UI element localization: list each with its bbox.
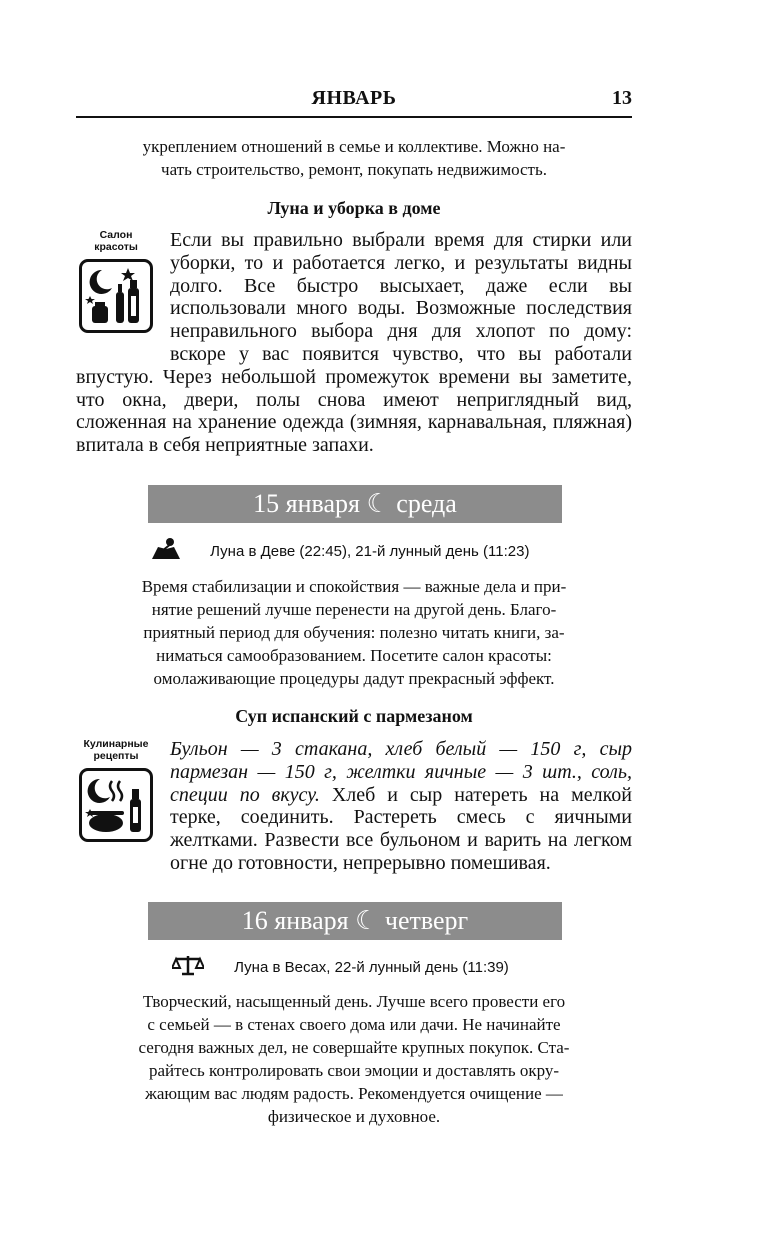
cooking-recipes-icon-block — [76, 738, 156, 842]
text-line: Время стабилизации и спокойствия — важные дела и при- — [141, 577, 567, 596]
moon-info-15 — [148, 537, 529, 567]
text-line: райтесь контролировать свои эмоции и доставлять окру- — [148, 1061, 560, 1080]
beauty-salon-icon — [79, 259, 153, 333]
day-weekday: среда — [396, 489, 457, 518]
icon-caption: Кулинарные — [83, 738, 149, 750]
moon-info-text: Луна в Весах, 22-й лунный день (11:39) — [234, 959, 509, 976]
text-line: жающим вас людям радость. Рекомендуется очищение — — [145, 1084, 563, 1103]
text-line: сегодня важных дел, не совершайте крупных покупок. Ста- — [138, 1038, 570, 1057]
text-line: нятие решений лучше перенести на другой день. Благо- — [151, 600, 557, 619]
section-heading-cleaning: Луна и уборка в доме — [267, 198, 441, 218]
cleaning-paragraph — [76, 229, 632, 457]
moon-glyph: ☾ — [355, 906, 379, 935]
running-title: ЯНВАРЬ — [311, 87, 397, 109]
day15-advice — [76, 575, 632, 690]
day-date: 15 января — [253, 489, 360, 518]
intro-paragraph — [76, 135, 632, 181]
day-banner-16 — [148, 902, 562, 940]
recipe-heading: Суп испанский с пармезаном — [235, 706, 473, 726]
text-line: укреплением отношений в семье и коллективе. Можно на- — [142, 137, 566, 156]
cooking-recipes-icon — [79, 768, 153, 842]
libra-icon — [172, 954, 204, 982]
day-banner-15 — [148, 485, 562, 523]
day-date: 16 января — [241, 906, 349, 935]
icon-slot — [76, 738, 170, 862]
moon-info-16 — [172, 954, 509, 982]
text-line: чать строительство, ремонт, покупать недвижимость. — [161, 160, 547, 179]
day-weekday: четверг — [384, 906, 469, 935]
recipe-paragraph — [76, 738, 632, 875]
icon-caption: красоты — [94, 241, 138, 253]
moon-glyph: ☾ — [366, 489, 390, 518]
day16-advice — [76, 990, 632, 1128]
text-line: ниматься самообразованием. Посетите салон красоты: — [156, 646, 552, 665]
icon-caption: Салон — [99, 229, 133, 241]
page-header — [76, 84, 632, 118]
text-line: с семьей — в стенах своего дома или дачи. Не начинайте — [147, 1015, 561, 1034]
beauty-salon-icon-block — [76, 229, 156, 333]
page-number: 13 — [612, 87, 632, 109]
recipe-instructions: Хлеб и сыр натереть на мелкой терке, соединить. Растереть смесь с яичными желтками. Развести все бульоном и варить на легком огне до готовности, непрерывно помешивая. — [170, 783, 632, 874]
virgo-icon — [148, 537, 184, 567]
icon-caption: рецепты — [93, 750, 139, 762]
recipe-ingredients: Бульон — 3 стакана, хлеб белый — 150 г, сыр пармезан — 150 г, желтки яичные — 3 шт., соль, специи по вкусу. — [170, 738, 632, 806]
text-line: омолаживающие процедуры дадут прекрасный эффект. — [153, 669, 555, 688]
text-line: Творческий, насыщенный день. Лучше всего провести его — [142, 992, 566, 1011]
moon-info-text: Луна в Деве (22:45), 21-й лунный день (11:23) — [210, 543, 530, 560]
text-line: физическое и духовное. — [267, 1107, 441, 1126]
icon-slot — [76, 229, 170, 353]
cleaning-text: Если вы правильно выбрали время для стирки или уборки, то и работается легко, и результаты видны долго. Все быстро высыхает, даже если вы использовали много воды. Возможные последствия неправильного выбора дня для хлопот по дому: вскоре у вас появится чувство, что вы работали впустую. Через небольшой промежуток времени вы заметите, что окна, двери, полы снова имеют неприглядный вид, сложенная на хранение одежда (зимняя, карнавальная, пляжная) впитала в себя неприятные запахи. — [76, 229, 632, 457]
text-line: приятный период для обучения: полезно читать книги, за- — [143, 623, 565, 642]
